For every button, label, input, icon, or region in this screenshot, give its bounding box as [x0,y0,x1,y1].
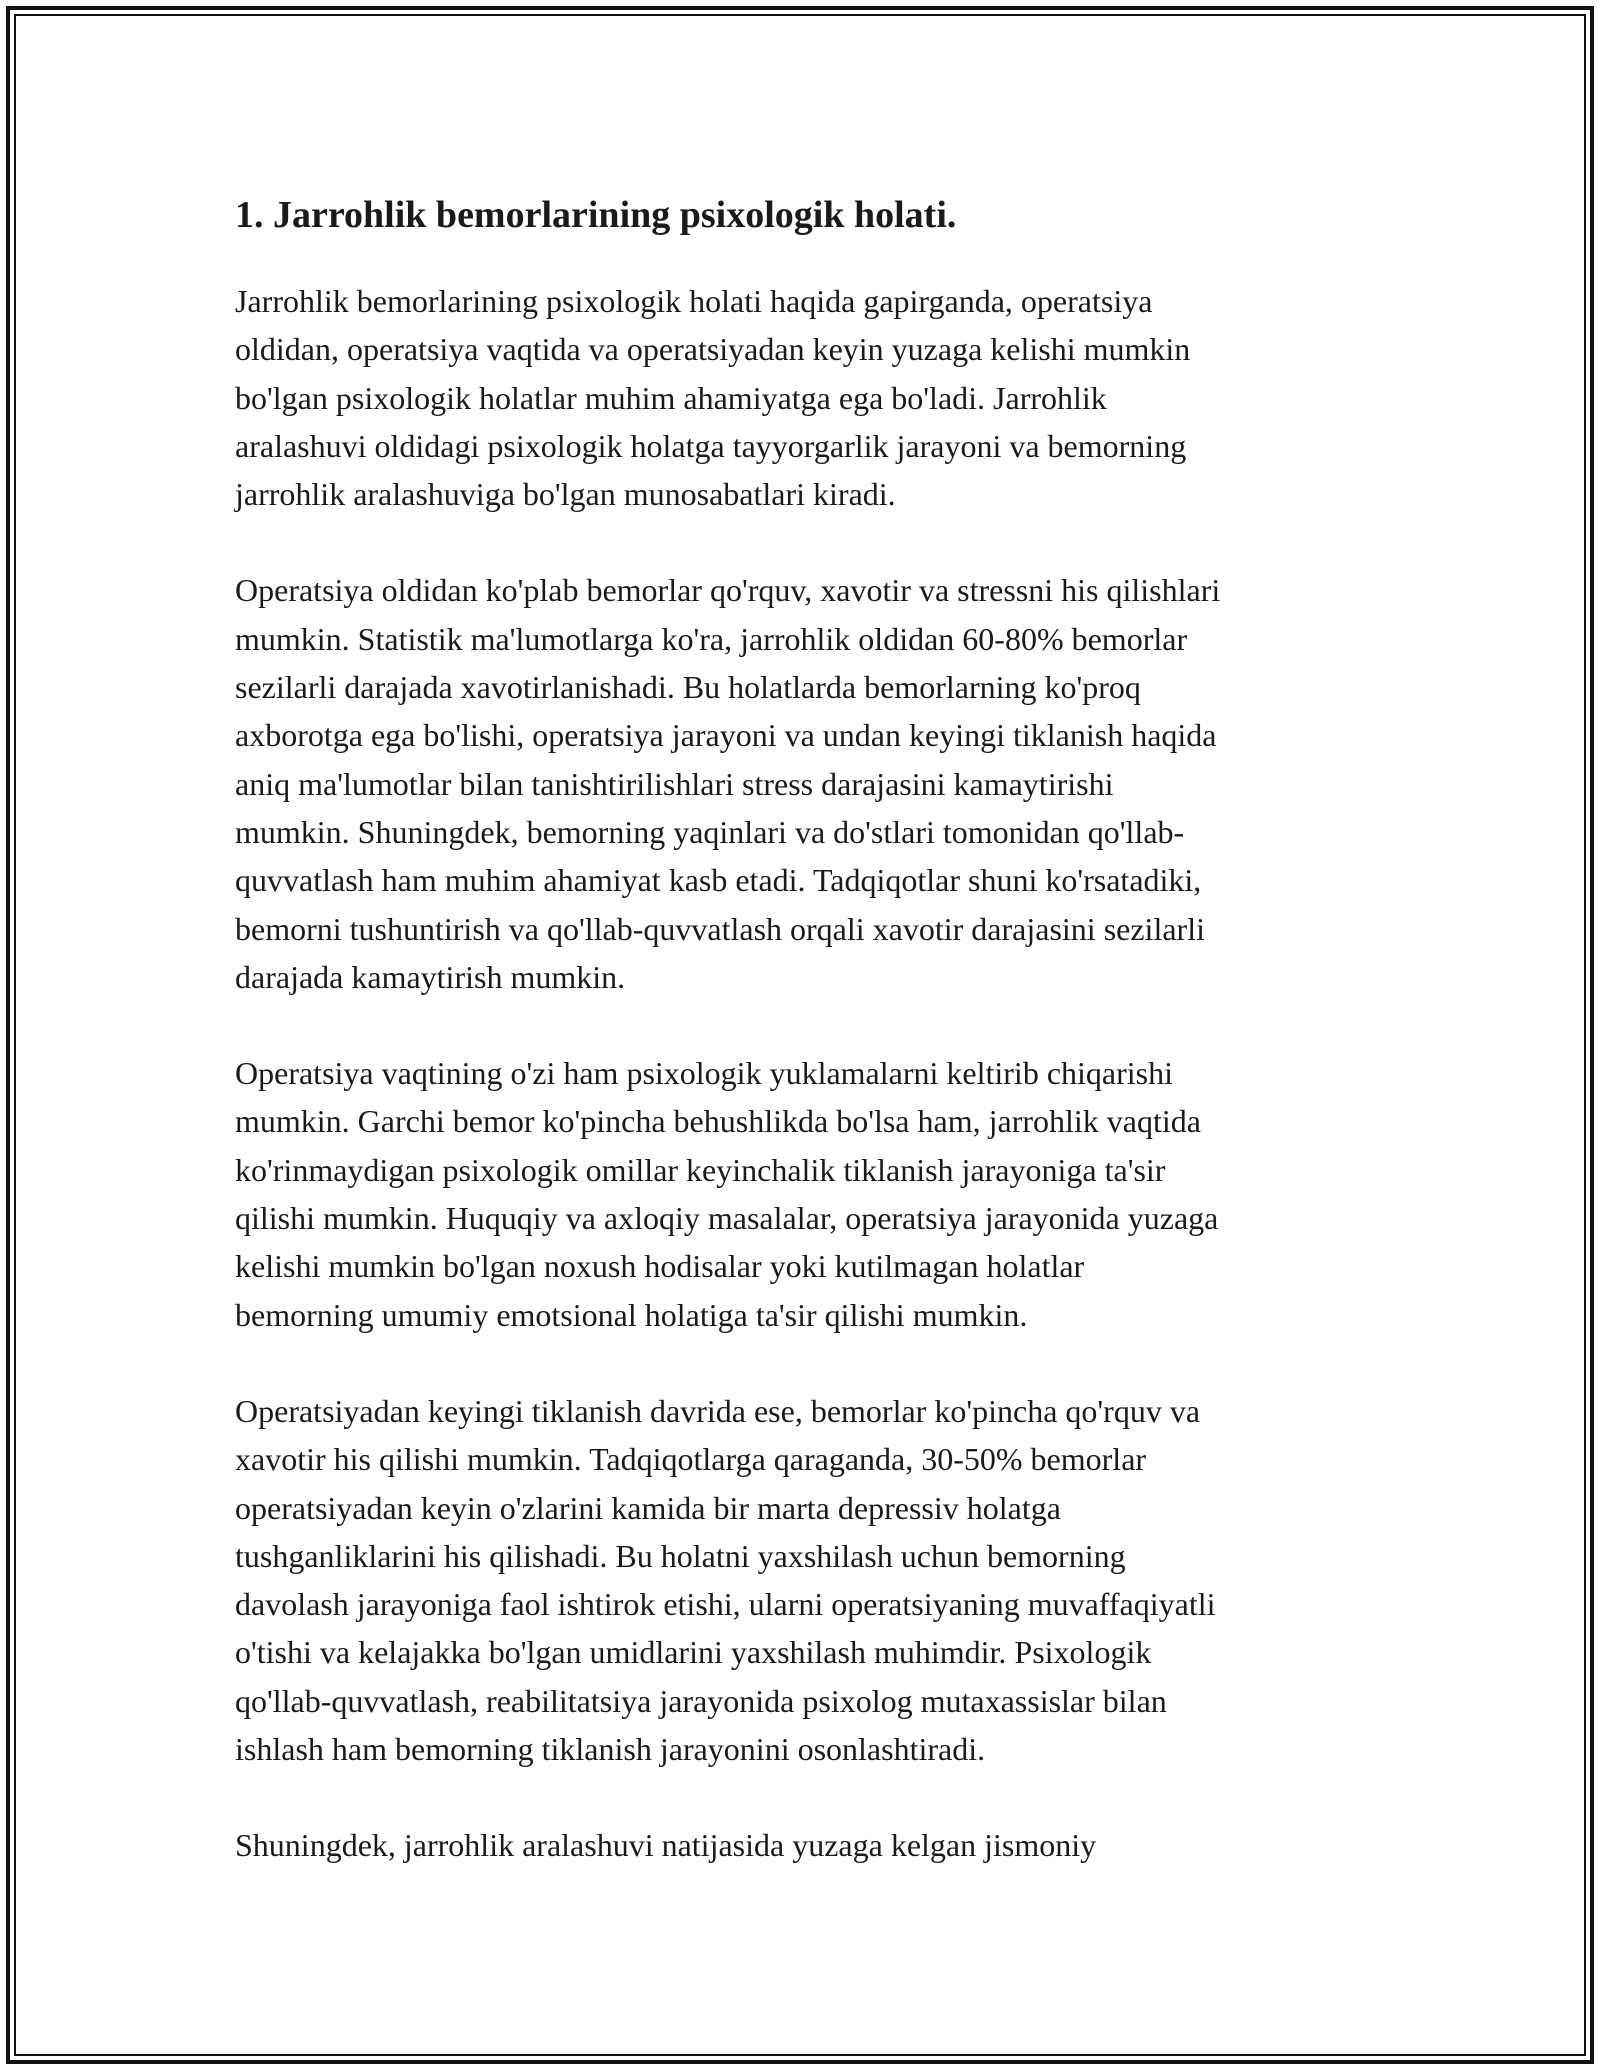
text-line: xavotir his qilishi mumkin. Tadqiqotlarga qaraganda, 30-50% bemorlar [235,1441,1147,1478]
text-line: operatsiyadan keyin o'zlarini kamida bir marta depressiv holatga [235,1489,1061,1526]
text-line: darajada kamaytirish mumkin. [235,958,626,995]
text-line: mumkin. Garchi bemor ko'pincha behushlikda bo'lsa ham, jarrohlik vaqtida [235,1103,1201,1140]
paragraph-2 [235,566,1375,1001]
document-body [235,185,1375,1918]
text-line: mumkin. Statistik ma'lumotlarga ko'ra, jarrohlik oldidan 60-80% bemorlar [235,620,1188,657]
document-title: 1. Jarrohlik bemorlarining psixologik holati. [235,194,957,236]
text-line: Operatsiya oldidan ko'plab bemorlar qo'rquv, xavotir va stressni his qilishlari [235,572,1221,609]
text-line: bemorning umumiy emotsional holatiga ta'sir qilishi mumkin. [235,1296,1028,1333]
text-line: mumkin. Shuningdek, bemorning yaqinlari va do'stlari tomonidan qo'llab- [235,813,1185,850]
text-line: kelishi mumkin bo'lgan noxush hodisalar yoki kutilmagan holatlar [235,1248,1085,1285]
text-line: Operatsiya vaqtining o'zi ham psixologik yuklamalarni keltirib chiqarishi [235,1055,1173,1092]
text-line: ishlash ham bemorning tiklanish jarayonini osonlashtiradi. [235,1731,986,1768]
text-line: jarrohlik aralashuviga bo'lgan munosabatlari kiradi. [235,476,896,513]
paragraph-3 [235,1049,1375,1339]
text-line: qilishi mumkin. Huquqiy va axloqiy masalalar, operatsiya jarayonida yuzaga [235,1200,1219,1237]
text-line: sezilarli darajada xavotirlanishadi. Bu holatlarda bemorlarning ko'proq [235,669,1141,706]
text-line: oldidan, operatsiya vaqtida va operatsiyadan keyin yuzaga kelishi mumkin [235,331,1191,368]
text-line: Operatsiyadan keyingi tiklanish davrida ese, bemorlar ko'pincha qo'rquv va [235,1392,1201,1429]
text-line: tushganliklarini his qilishadi. Bu holatni yaxshilash uchun bemorning [235,1537,1126,1574]
text-line: axborotga ega bo'lishi, operatsiya jarayoni va undan keyingi tiklanish haqida [235,717,1217,754]
text-line: Shuningdek, jarrohlik aralashuvi natijasida yuzaga kelgan jismoniy [235,1827,1097,1864]
text-line: davolash jarayoniga faol ishtirok etishi, ularni operatsiyaning muvaffaqiyatli [235,1586,1216,1623]
paragraph-4 [235,1387,1375,1773]
text-line: Jarrohlik bemorlarining psixologik holati haqida gapirganda, operatsiya [235,283,1153,319]
paragraph-1 [235,277,1375,518]
text-line: qo'llab-quvvatlash, reabilitatsiya jarayonida psixolog mutaxassislar bilan [235,1682,1167,1719]
text-line: o'tishi va kelajakka bo'lgan umidlarini yaxshilash muhimdir. Psixologik [235,1634,1152,1671]
text-line: bemorni tushuntirish va qo'llab-quvvatlash orqali xavotir darajasini sezilarli [235,910,1205,947]
text-line: bo'lgan psixologik holatlar muhim ahamiyatga ega bo'ladi. Jarrohlik [235,379,1107,416]
text-line: aralashuvi oldidagi psixologik holatga tayyorgarlik jarayoni va bemorning [235,427,1187,464]
text-line: aniq ma'lumotlar bilan tanishtirilishlari stress darajasini kamaytirishi [235,765,1114,802]
text-line: ko'rinmaydigan psixologik omillar keyinchalik tiklanish jarayoniga ta'sir [235,1151,1166,1188]
text-line: quvvatlash ham muhim ahamiyat kasb etadi. Tadqiqotlar shuni ko'rsatadiki, [235,862,1202,899]
paragraph-5 [235,1821,1375,1869]
paragraph-list [235,277,1375,1870]
